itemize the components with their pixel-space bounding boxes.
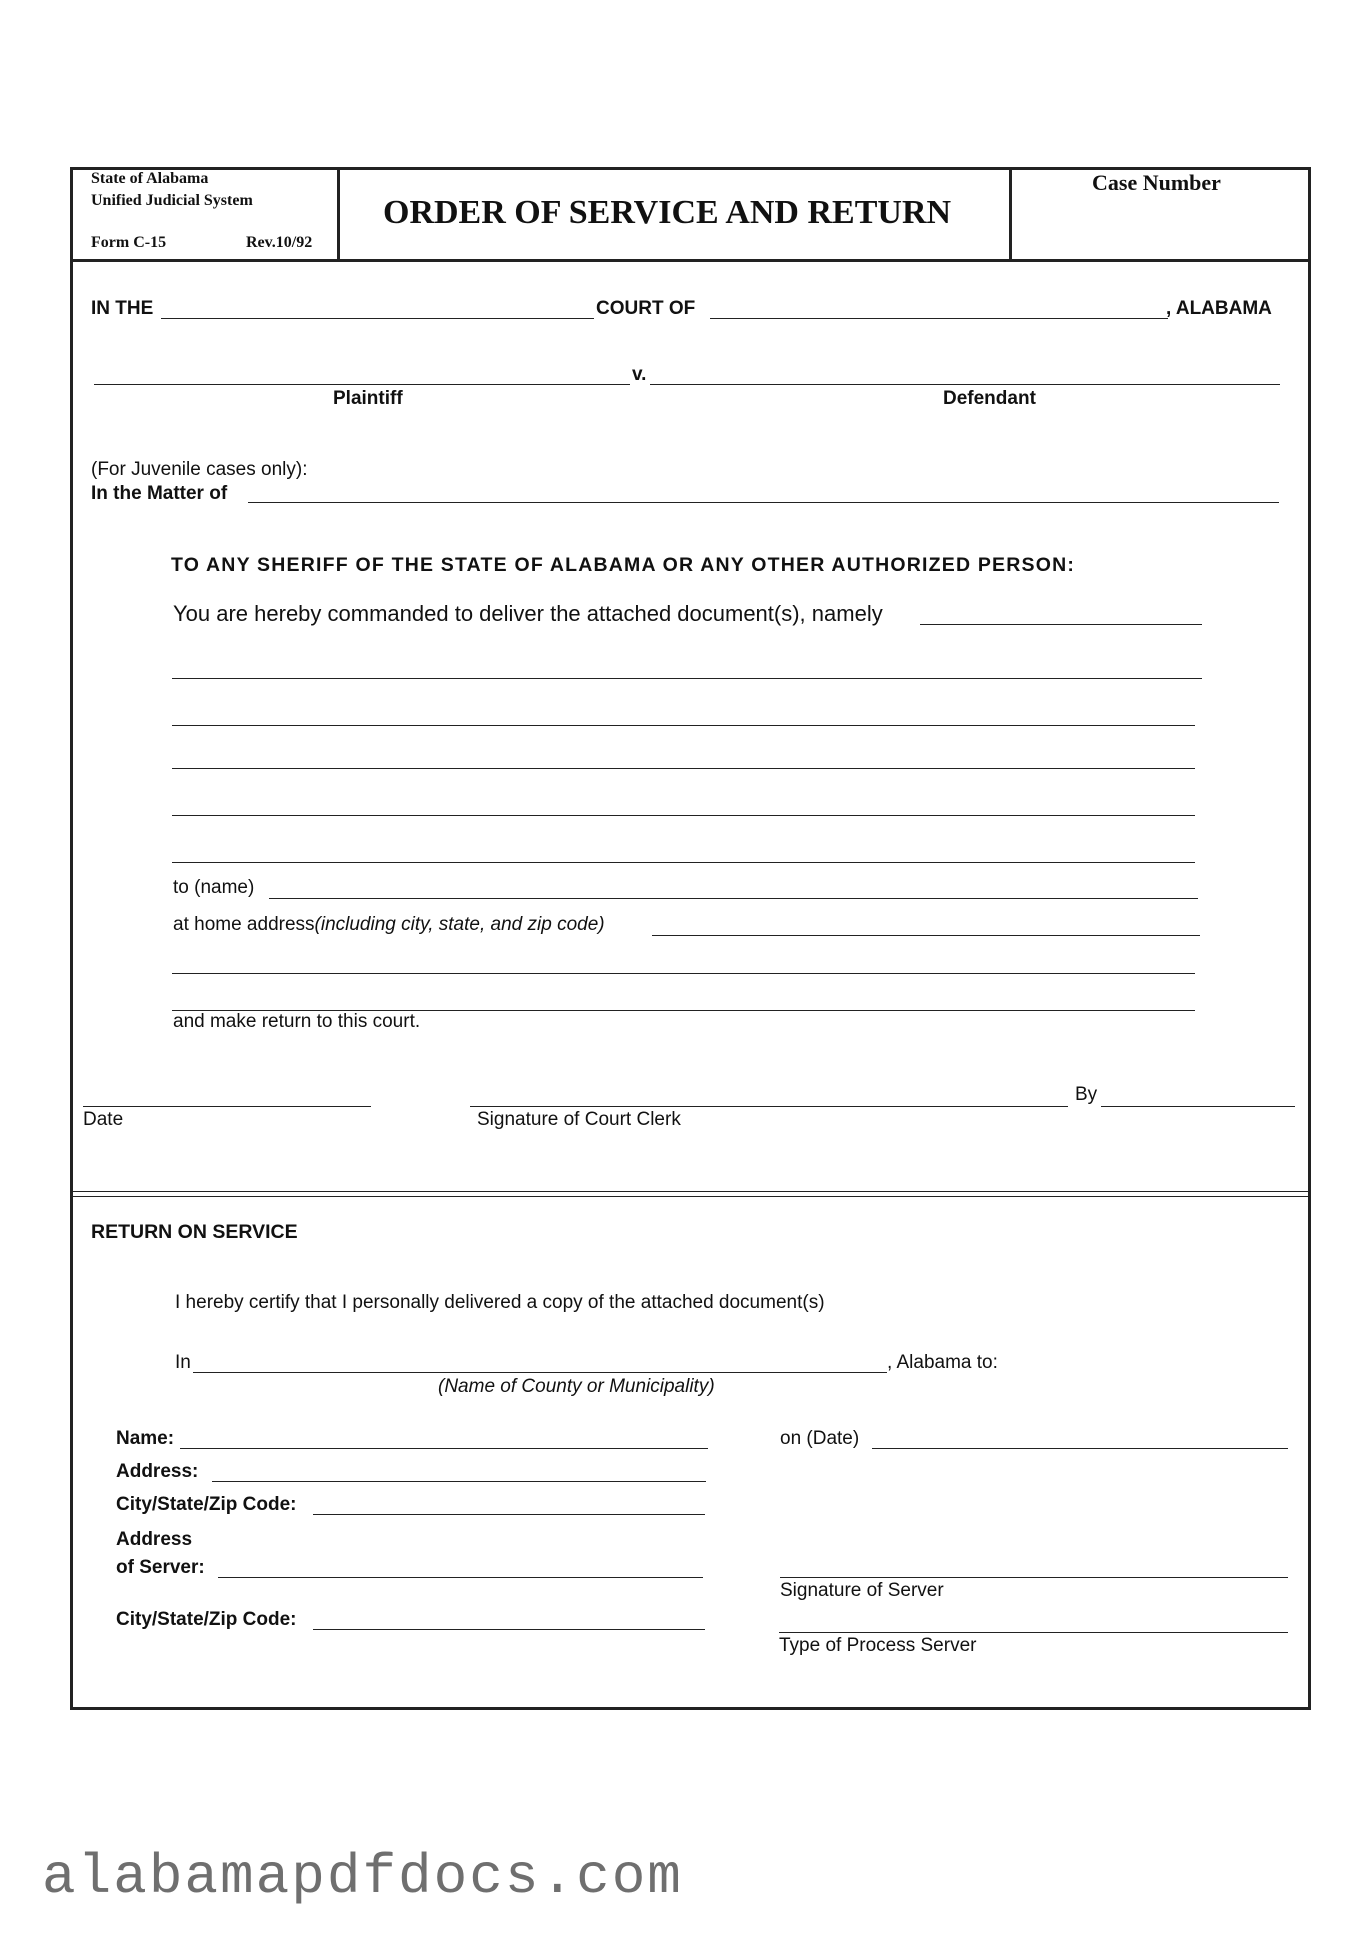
on-date-label: on (Date) [780,1428,860,1449]
on-date-field[interactable] [872,1448,1288,1449]
documents-field-6[interactable] [172,862,1195,863]
plaintiff-label: Plaintiff [333,388,403,409]
form-id: Form C-15 [91,234,167,251]
documents-field-4[interactable] [172,768,1195,769]
to-name-field[interactable] [269,898,1198,899]
alabama-to-label: , Alabama to: [887,1352,998,1373]
form-title: ORDER OF SERVICE AND RETURN [383,194,952,231]
clerk-signature-label: Signature of Court Clerk [477,1109,681,1130]
server-address-label-2: of Server: [116,1557,205,1578]
command-text: You are hereby commanded to deliver the attached document(s), namely [173,601,883,626]
agency-line-2: Unified Judicial System [91,192,253,209]
documents-field-2[interactable] [172,678,1202,679]
order-date-field[interactable] [83,1106,371,1107]
server-city-field[interactable] [313,1629,705,1630]
served-address-field[interactable] [212,1481,706,1482]
agency-line-1: State of Alabama [91,170,209,187]
court-type-field[interactable] [161,318,594,319]
alabama-label: , ALABAMA [1166,298,1272,319]
section-rule-bottom [70,1196,1311,1197]
server-city-label: City/State/Zip Code: [116,1609,297,1630]
plaintiff-field[interactable] [94,384,630,385]
by-label: By [1075,1084,1098,1105]
by-field[interactable] [1101,1106,1295,1107]
home-address-label [173,914,605,936]
court-of-label: COURT OF [596,298,696,319]
defendant-label: Defendant [943,388,1036,409]
return-in-label: In [175,1352,191,1373]
process-server-type-label: Type of Process Server [779,1635,977,1656]
documents-field-3[interactable] [172,725,1195,726]
return-heading: RETURN ON SERVICE [91,1221,298,1243]
server-signature-label: Signature of Server [780,1580,944,1601]
header-divider-right [1009,167,1012,262]
make-return-text: and make return to this court. [173,1011,421,1032]
header-bottom-rule [70,259,1311,262]
addressee-line: TO ANY SHERIFF OF THE STATE OF ALABAMA OR ANY OTHER AUTHORIZED PERSON: [171,554,1076,576]
process-server-type-field[interactable] [779,1632,1288,1633]
in-matter-of-field[interactable] [248,502,1279,503]
certify-text: I hereby certify that I personally delivered a copy of the attached document(s) [175,1292,825,1313]
order-date-label: Date [83,1109,124,1130]
case-number-field[interactable] [1020,200,1300,250]
form-border [70,167,1311,1710]
watermark-text: alabamapdfdocs.com [42,1845,683,1909]
home-address-field-2[interactable] [172,973,1195,974]
served-city-field[interactable] [313,1514,705,1515]
case-number-label: Case Number [1092,170,1221,195]
in-the-label: IN THE [91,298,154,319]
served-name-field[interactable] [180,1448,708,1449]
served-address-label: Address: [116,1461,199,1482]
header-divider-left [337,167,340,262]
section-rule-top [70,1191,1311,1192]
home-address-text: at home address [173,914,315,935]
documents-field-5[interactable] [172,815,1195,816]
juvenile-note: (For Juvenile cases only): [91,459,308,480]
home-address-field-1[interactable] [652,935,1200,936]
served-city-label: City/State/Zip Code: [116,1494,297,1515]
court-location-field[interactable] [710,318,1168,319]
server-address-label-1: Address [116,1529,193,1550]
county-hint: (Name of County or Municipality) [438,1376,715,1397]
versus-label: v. [632,364,647,385]
served-name-label: Name: [116,1428,175,1449]
server-signature-field[interactable] [780,1577,1288,1578]
defendant-field[interactable] [650,384,1280,385]
to-name-label: to (name) [173,877,255,898]
server-address-field[interactable] [218,1577,703,1578]
clerk-signature-field[interactable] [470,1106,1068,1107]
form-revision: Rev.10/92 [246,234,313,251]
documents-field-1[interactable] [920,624,1202,625]
home-address-hint: (including city, state, and zip code) [314,914,605,935]
county-field[interactable] [193,1372,887,1373]
in-matter-of-label: In the Matter of [91,483,228,504]
